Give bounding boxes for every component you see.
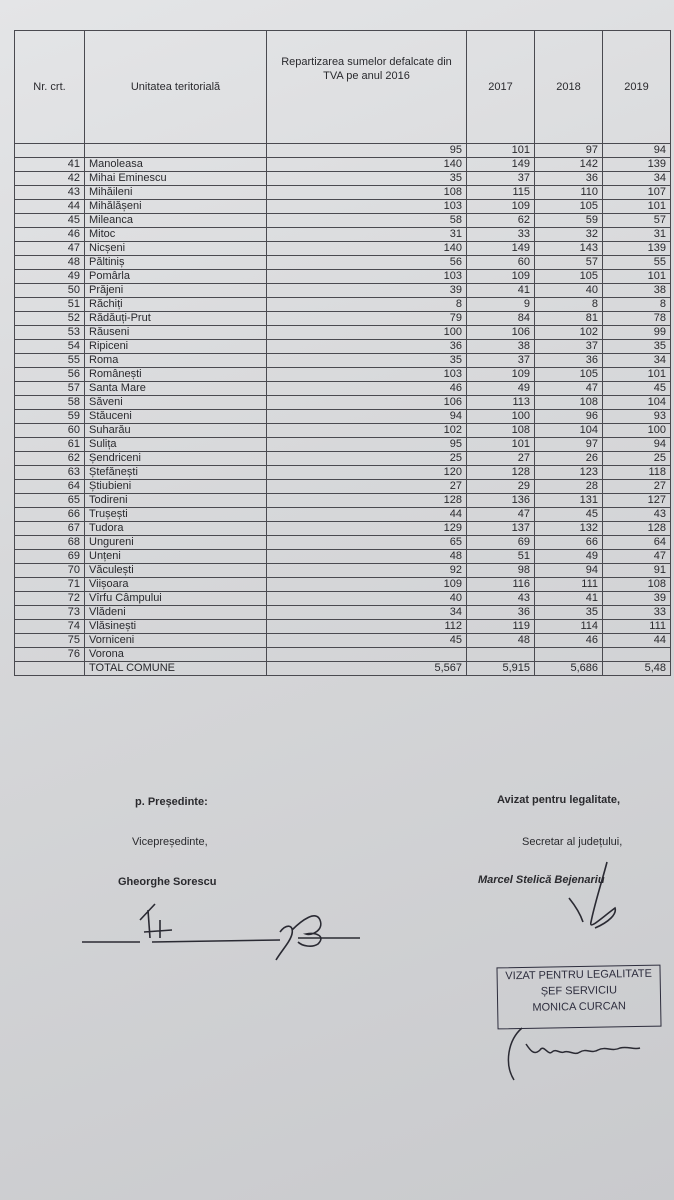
cell-nr: 52	[15, 312, 85, 326]
cell-2016: 108	[267, 186, 467, 200]
cell-2016: 109	[267, 578, 467, 592]
total-2017: 5,915	[467, 662, 535, 676]
cell-2016: 65	[267, 536, 467, 550]
cell-2017: 43	[467, 592, 535, 606]
cell-nr: 66	[15, 508, 85, 522]
table-row	[15, 578, 671, 592]
cell-2016: 35	[267, 172, 467, 186]
table-row	[15, 508, 671, 522]
cell-2017: 136	[467, 494, 535, 508]
total-2018: 5,686	[535, 662, 603, 676]
cell-2016: 112	[267, 620, 467, 634]
cell-nr: 61	[15, 438, 85, 452]
cell-2017: 149	[467, 158, 535, 172]
cell-unit-name: Trușești	[85, 508, 267, 522]
cell-2017: 116	[467, 578, 535, 592]
cell-unit-name: Sulița	[85, 438, 267, 452]
table-row	[15, 256, 671, 270]
table-row	[15, 452, 671, 466]
left-signature-name: Gheorghe Sorescu	[118, 876, 217, 888]
cell-2017: 101	[467, 438, 535, 452]
cell-2017: 9	[467, 298, 535, 312]
stamp-line-1: VIZAT PENTRU LEGALITATE	[505, 967, 652, 983]
cell-2018: 102	[535, 326, 603, 340]
cell-2017: 38	[467, 340, 535, 354]
cell-2019: 78	[603, 312, 671, 326]
cell-2016: 79	[267, 312, 467, 326]
total-2019: 5,48	[603, 662, 671, 676]
cell-2019: 104	[603, 396, 671, 410]
cell-2018: 57	[535, 256, 603, 270]
cell-nr: 70	[15, 564, 85, 578]
cell-2018: 97	[535, 438, 603, 452]
cell-2018: 26	[535, 452, 603, 466]
cell-2017: 47	[467, 508, 535, 522]
cell-2016: 36	[267, 340, 467, 354]
cell-2017: 98	[467, 564, 535, 578]
cell-2018: 36	[535, 172, 603, 186]
cell-2018: 41	[535, 592, 603, 606]
table-row-continuation	[15, 144, 671, 158]
table-row	[15, 200, 671, 214]
cell-2016: 31	[267, 228, 467, 242]
cell-2016: 129	[267, 522, 467, 536]
cell-2017: 37	[467, 354, 535, 368]
cell-unit-name: Pomârla	[85, 270, 267, 284]
cell-2016: 140	[267, 158, 467, 172]
cell-2017: 60	[467, 256, 535, 270]
cell-2017: 100	[467, 410, 535, 424]
cell-2018: 40	[535, 284, 603, 298]
cell-2018: 108	[535, 396, 603, 410]
cell-2017: 137	[467, 522, 535, 536]
cell-2019: 100	[603, 424, 671, 438]
table-row	[15, 214, 671, 228]
table-body	[15, 144, 671, 662]
cell-nr: 65	[15, 494, 85, 508]
cell-unit-name: Prăjeni	[85, 284, 267, 298]
cell-2017: 119	[467, 620, 535, 634]
cell-unit-name: Șendriceni	[85, 452, 267, 466]
right-signature-role: Secretar al județului,	[522, 836, 623, 848]
cell-2019: 101	[603, 200, 671, 214]
cell-unit-name: Vorona	[85, 648, 267, 662]
cell-nr: 69	[15, 550, 85, 564]
table-row	[15, 312, 671, 326]
cell-unit-name: Păltiniș	[85, 256, 267, 270]
cell-2019: 43	[603, 508, 671, 522]
cell-2016: 46	[267, 382, 467, 396]
cell-2019: 101	[603, 368, 671, 382]
table-row	[15, 186, 671, 200]
table-row	[15, 466, 671, 480]
right-signature-name: Marcel Stelică Bejenariu	[478, 874, 605, 886]
cell-2016: 56	[267, 256, 467, 270]
cell-2019: 94	[603, 438, 671, 452]
cell-2018: 105	[535, 270, 603, 284]
cell-unit-name: Mitoc	[85, 228, 267, 242]
cell-2018: 123	[535, 466, 603, 480]
cell-nr: 45	[15, 214, 85, 228]
cell-unit-name: Todireni	[85, 494, 267, 508]
cell-2019: 35	[603, 340, 671, 354]
cell-2018: 105	[535, 200, 603, 214]
cell-2016: 92	[267, 564, 467, 578]
cell-nr: 75	[15, 634, 85, 648]
cell-2016	[267, 648, 467, 662]
table-row	[15, 536, 671, 550]
table-row	[15, 158, 671, 172]
cell-2017: 62	[467, 214, 535, 228]
cell-nr: 55	[15, 354, 85, 368]
cell-unit-name: Manoleasa	[85, 158, 267, 172]
cell-2018: 105	[535, 368, 603, 382]
cell-2017: 36	[467, 606, 535, 620]
cell-2019: 27	[603, 480, 671, 494]
cell-nr: 57	[15, 382, 85, 396]
cell-2016: 94	[267, 410, 467, 424]
total-2016: 5,567	[267, 662, 467, 676]
cell-2019: 111	[603, 620, 671, 634]
table-row	[15, 634, 671, 648]
cell-2018: 37	[535, 340, 603, 354]
cell-2017: 41	[467, 284, 535, 298]
header-alloc-2016: Repartizarea sumelor defalcate din TVA pe anul 2016	[267, 31, 467, 144]
cell-unit-name: Românești	[85, 368, 267, 382]
cell-2019: 47	[603, 550, 671, 564]
cell-2016: 39	[267, 284, 467, 298]
cell-2018: 28	[535, 480, 603, 494]
cell-2016: 8	[267, 298, 467, 312]
cell-2018: 81	[535, 312, 603, 326]
table-row	[15, 368, 671, 382]
cell-2016: 58	[267, 214, 467, 228]
cell-2017: 101	[467, 144, 535, 158]
cell-unit-name: Ștefănești	[85, 466, 267, 480]
table-row	[15, 326, 671, 340]
cell-unit-name: Mihăileni	[85, 186, 267, 200]
cell-unit-name: Mihai Eminescu	[85, 172, 267, 186]
cell-2018: 131	[535, 494, 603, 508]
table-row	[15, 284, 671, 298]
stamp-line-3: MONICA CURCAN	[532, 1000, 627, 1014]
handwritten-signature-right	[555, 858, 645, 948]
cell-2019: 94	[603, 144, 671, 158]
cell-2019	[603, 648, 671, 662]
cell-2016: 44	[267, 508, 467, 522]
cell-nr: 47	[15, 242, 85, 256]
cell-2018: 143	[535, 242, 603, 256]
left-signature-title: p. Președinte:	[135, 796, 208, 808]
tva-allocation-table	[14, 30, 671, 676]
cell-nr: 64	[15, 480, 85, 494]
cell-2019: 93	[603, 410, 671, 424]
cell-2019: 39	[603, 592, 671, 606]
cell-unit-name: Ripiceni	[85, 340, 267, 354]
cell-2019: 99	[603, 326, 671, 340]
table-row	[15, 354, 671, 368]
cell-unit-name: Ungureni	[85, 536, 267, 550]
cell-2016: 103	[267, 270, 467, 284]
table-row	[15, 298, 671, 312]
cell-2018: 94	[535, 564, 603, 578]
cell-unit-name: Unțeni	[85, 550, 267, 564]
table-row	[15, 438, 671, 452]
cell-2018: 97	[535, 144, 603, 158]
cell-nr: 51	[15, 298, 85, 312]
cell-nr: 49	[15, 270, 85, 284]
cell-2019: 57	[603, 214, 671, 228]
cell-unit-name: Vlăsinești	[85, 620, 267, 634]
cell-nr: 56	[15, 368, 85, 382]
table-row	[15, 522, 671, 536]
cell-2019: 38	[603, 284, 671, 298]
cell-2019: 45	[603, 382, 671, 396]
cell-2016: 48	[267, 550, 467, 564]
table-row	[15, 592, 671, 606]
table-row	[15, 340, 671, 354]
cell-2016: 95	[267, 144, 467, 158]
cell-unit-name: Santa Mare	[85, 382, 267, 396]
cell-nr: 63	[15, 466, 85, 480]
table-row	[15, 564, 671, 578]
cell-2016: 95	[267, 438, 467, 452]
cell-2017: 37	[467, 172, 535, 186]
header-unit: Unitatea teritorială	[85, 31, 267, 144]
cell-2018: 114	[535, 620, 603, 634]
cell-2018: 104	[535, 424, 603, 438]
cell-unit-name: Vlădeni	[85, 606, 267, 620]
cell-2016: 40	[267, 592, 467, 606]
cell-2019: 55	[603, 256, 671, 270]
cell-2016: 103	[267, 200, 467, 214]
cell-2017: 108	[467, 424, 535, 438]
cell-2016: 35	[267, 354, 467, 368]
cell-nr: 67	[15, 522, 85, 536]
cell-2018: 111	[535, 578, 603, 592]
cell-2018: 32	[535, 228, 603, 242]
total-row	[15, 662, 671, 676]
cell-2019: 33	[603, 606, 671, 620]
cell-2019: 127	[603, 494, 671, 508]
table-row	[15, 480, 671, 494]
cell-2018: 35	[535, 606, 603, 620]
cell-2017: 106	[467, 326, 535, 340]
cell-2019: 128	[603, 522, 671, 536]
table-row	[15, 382, 671, 396]
cell-2017: 69	[467, 536, 535, 550]
cell-2018: 96	[535, 410, 603, 424]
cell-2019: 31	[603, 228, 671, 242]
cell-2016: 45	[267, 634, 467, 648]
cell-unit-name: Răchiți	[85, 298, 267, 312]
cell-2018: 49	[535, 550, 603, 564]
cell-unit-name: Viișoara	[85, 578, 267, 592]
cell-2018: 8	[535, 298, 603, 312]
cell-2019: 8	[603, 298, 671, 312]
cell-2016: 128	[267, 494, 467, 508]
cell-2019: 64	[603, 536, 671, 550]
cell-nr: 50	[15, 284, 85, 298]
cell-unit-name: Suharău	[85, 424, 267, 438]
cell-nr: 42	[15, 172, 85, 186]
cell-2016: 120	[267, 466, 467, 480]
cell-2018: 45	[535, 508, 603, 522]
cell-2017: 128	[467, 466, 535, 480]
cell-2017: 29	[467, 480, 535, 494]
cell-2016: 102	[267, 424, 467, 438]
right-signature-title: Avizat pentru legalitate,	[497, 794, 621, 806]
left-signature-role: Vicepreședinte,	[132, 836, 208, 848]
cell-2018: 59	[535, 214, 603, 228]
cell-unit-name: Vorniceni	[85, 634, 267, 648]
table-row	[15, 620, 671, 634]
cell-2016: 27	[267, 480, 467, 494]
table-row	[15, 606, 671, 620]
table-row	[15, 228, 671, 242]
table-row	[15, 396, 671, 410]
cell-2018: 110	[535, 186, 603, 200]
cell-nr: 62	[15, 452, 85, 466]
cell-nr: 48	[15, 256, 85, 270]
total-label: TOTAL COMUNE	[85, 662, 267, 676]
cell-2018: 46	[535, 634, 603, 648]
table-row	[15, 494, 671, 508]
cell-unit-name: Răuseni	[85, 326, 267, 340]
cell-nr: 76	[15, 648, 85, 662]
cell-2017: 84	[467, 312, 535, 326]
cell-unit-name: Mihălășeni	[85, 200, 267, 214]
cell-nr: 41	[15, 158, 85, 172]
table-row	[15, 410, 671, 424]
cell-2017: 149	[467, 242, 535, 256]
cell-2017: 27	[467, 452, 535, 466]
cell-2017: 115	[467, 186, 535, 200]
cell-2016: 25	[267, 452, 467, 466]
cell-2018: 47	[535, 382, 603, 396]
cell-nr: 73	[15, 606, 85, 620]
cell-2016: 34	[267, 606, 467, 620]
cell-unit-name: Roma	[85, 354, 267, 368]
table-row	[15, 550, 671, 564]
cell-unit-name: Săveni	[85, 396, 267, 410]
cell-2019: 44	[603, 634, 671, 648]
cell-unit-name: Tudora	[85, 522, 267, 536]
stamp-line-2: ȘEF SERVICIU	[540, 984, 618, 998]
header-2018: 2018	[535, 31, 603, 144]
cell-2017: 33	[467, 228, 535, 242]
handwritten-signature-stamp	[500, 1020, 650, 1090]
cell-unit-name: Vîrfu Câmpului	[85, 592, 267, 606]
table-row	[15, 270, 671, 284]
cell-2019: 34	[603, 354, 671, 368]
cell-2018: 132	[535, 522, 603, 536]
cell-2017: 109	[467, 368, 535, 382]
cell-2019: 139	[603, 242, 671, 256]
cell-unit-name: Stăuceni	[85, 410, 267, 424]
cell-nr: 53	[15, 326, 85, 340]
cell-2019: 139	[603, 158, 671, 172]
cell-nr: 43	[15, 186, 85, 200]
cell-2018: 36	[535, 354, 603, 368]
cell-2018: 66	[535, 536, 603, 550]
cell-unit-name: Rădăuți-Prut	[85, 312, 267, 326]
cell-2019: 91	[603, 564, 671, 578]
header-nr: Nr. crt.	[15, 31, 85, 144]
cell-2019: 101	[603, 270, 671, 284]
cell-2019: 107	[603, 186, 671, 200]
table-row	[15, 242, 671, 256]
cell-nr: 54	[15, 340, 85, 354]
cell-2019: 34	[603, 172, 671, 186]
table-row	[15, 172, 671, 186]
handwritten-signature-left	[80, 880, 370, 970]
cell-nr: 59	[15, 410, 85, 424]
cell-2017: 109	[467, 270, 535, 284]
header-2017: 2017	[467, 31, 535, 144]
table-row	[15, 648, 671, 662]
cell-2016: 106	[267, 396, 467, 410]
cell-2018: 142	[535, 158, 603, 172]
cell-unit-name: Știubieni	[85, 480, 267, 494]
cell-2019: 118	[603, 466, 671, 480]
cell-nr: 58	[15, 396, 85, 410]
cell-2019: 25	[603, 452, 671, 466]
cell-nr: 74	[15, 620, 85, 634]
cell-2018	[535, 648, 603, 662]
cell-2016: 100	[267, 326, 467, 340]
cell-2017: 51	[467, 550, 535, 564]
cell-2017: 48	[467, 634, 535, 648]
cell-nr: 44	[15, 200, 85, 214]
cell-nr: 68	[15, 536, 85, 550]
cell-nr: 46	[15, 228, 85, 242]
cell-2017: 109	[467, 200, 535, 214]
table-row	[15, 424, 671, 438]
header-2019: 2019	[603, 31, 671, 144]
cell-nr: 72	[15, 592, 85, 606]
cell-2016: 103	[267, 368, 467, 382]
cell-2019: 108	[603, 578, 671, 592]
cell-nr: 60	[15, 424, 85, 438]
cell-unit-name: Nicșeni	[85, 242, 267, 256]
cell-2017	[467, 648, 535, 662]
cell-unit-name: Mileanca	[85, 214, 267, 228]
cell-2017: 113	[467, 396, 535, 410]
cell-unit-name: Văculești	[85, 564, 267, 578]
cell-2016: 140	[267, 242, 467, 256]
cell-nr: 71	[15, 578, 85, 592]
cell-2017: 49	[467, 382, 535, 396]
